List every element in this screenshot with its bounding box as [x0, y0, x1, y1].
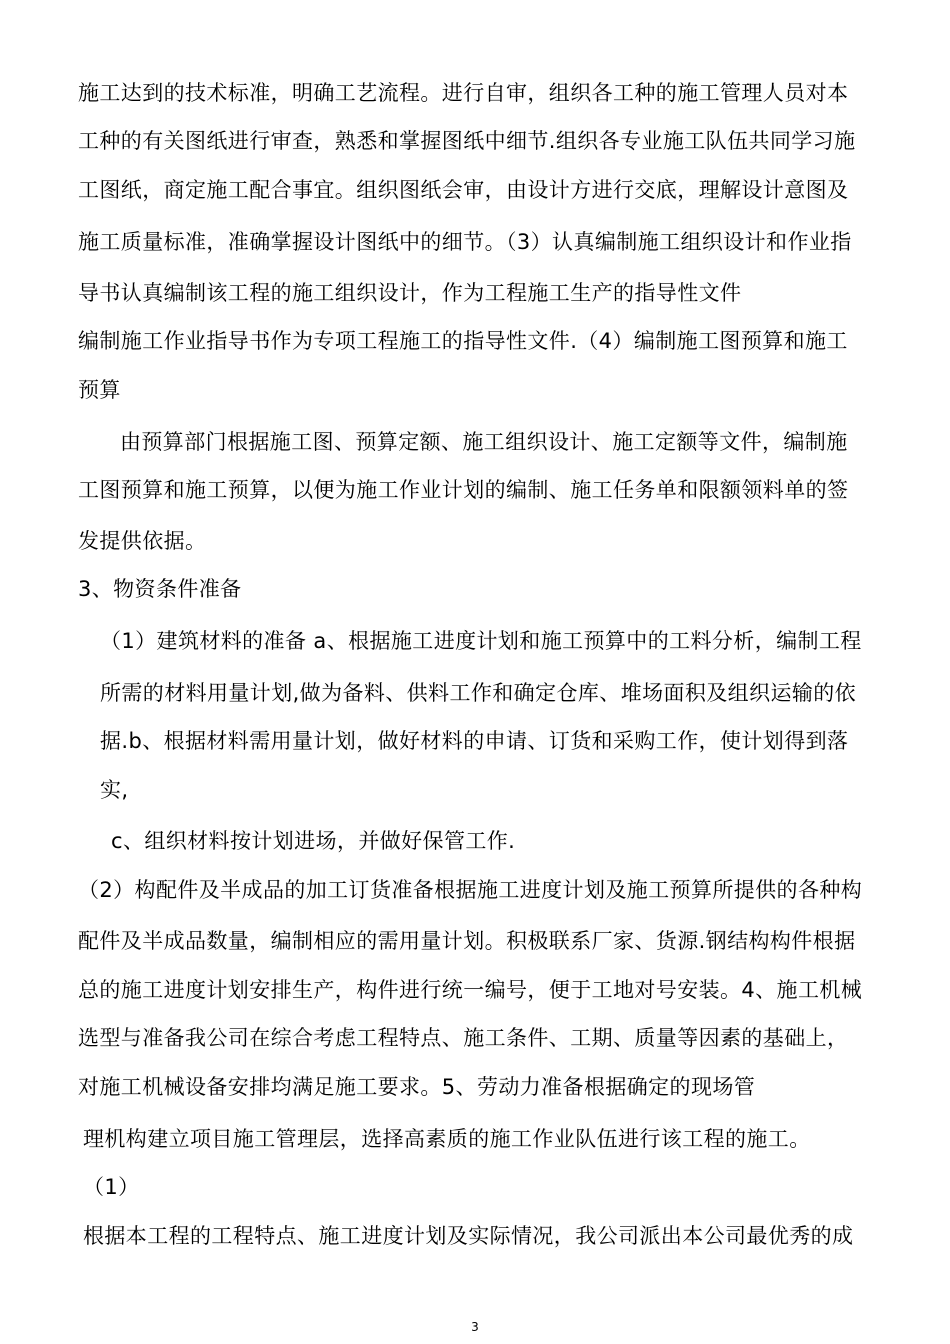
text-line: 预算: [78, 378, 121, 402]
text-line: 编制施工作业指导书作为专项工程施工的指导性文件.（4）编制施工图预算和施工: [78, 329, 848, 353]
text-line: c、组织材料按计划进场，并做好保管工作.: [111, 829, 516, 853]
text-line: 由预算部门根据施工图、预算定额、施工组织设计、施工定额等文件，编制施: [120, 430, 848, 454]
text-line: 配件及半成品数量，编制相应的需用量计划。积极联系厂家、货源.钢结构构件根据: [78, 929, 856, 953]
text-line: 根据本工程的工程特点、施工进度计划及实际情况，我公司派出本公司最优秀的成: [83, 1224, 854, 1248]
text-line: 选型与准备我公司在综合考虑工程特点、施工条件、工期、质量等因素的基础上，: [78, 1026, 849, 1050]
section-heading: 3、物资条件准备: [78, 577, 242, 601]
text-line: 实,: [100, 778, 129, 802]
page-number: 3: [471, 1320, 479, 1334]
text-line: 工图预算和施工预算，以便为施工作业计划的编制、施工任务单和限额领料单的签: [78, 478, 849, 502]
text-line: 导书认真编制该工程的施工组织设计，作为工程施工生产的指导性文件: [78, 281, 742, 305]
text-line: 工图纸，商定施工配合事宜。组织图纸会审，由设计方进行交底，理解设计意图及: [78, 178, 849, 202]
text-line: （1）: [83, 1175, 140, 1199]
text-line: 施工达到的技术标准，明确工艺流程。进行自审，组织各工种的施工管理人员对本: [78, 81, 849, 105]
text-line: 理机构建立项目施工管理层，选择高素质的施工作业队伍进行该工程的施工。: [83, 1127, 811, 1151]
text-line: 据.b、根据材料需用量计划，做好材料的申请、订货和采购工作，使计划得到落: [100, 729, 849, 753]
text-line: （1）建筑材料的准备 a、根据施工进度计划和施工预算中的工料分析，编制工程: [100, 629, 862, 653]
text-line: 所需的材料用量计划,做为备料、供料工作和确定仓库、堆场面积及组织运输的依: [100, 681, 857, 705]
text-line: （2）构配件及半成品的加工订货准备根据施工进度计划及施工预算所提供的各种构: [78, 878, 863, 902]
text-line: 总的施工进度计划安排生产，构件进行统一编号，便于工地对号安装。4、施工机械: [78, 978, 863, 1002]
text-line: 发提供依据。: [78, 529, 207, 553]
text-line: 施工质量标准，准确掌握设计图纸中的细节。（3）认真编制施工组织设计和作业指: [78, 230, 852, 254]
text-line: 对施工机械设备安排均满足施工要求。5、劳动力准备根据确定的现场管: [78, 1075, 756, 1099]
text-line: 工种的有关图纸进行审查，熟悉和掌握图纸中细节.组织各专业施工队伍共同学习施: [78, 129, 856, 153]
